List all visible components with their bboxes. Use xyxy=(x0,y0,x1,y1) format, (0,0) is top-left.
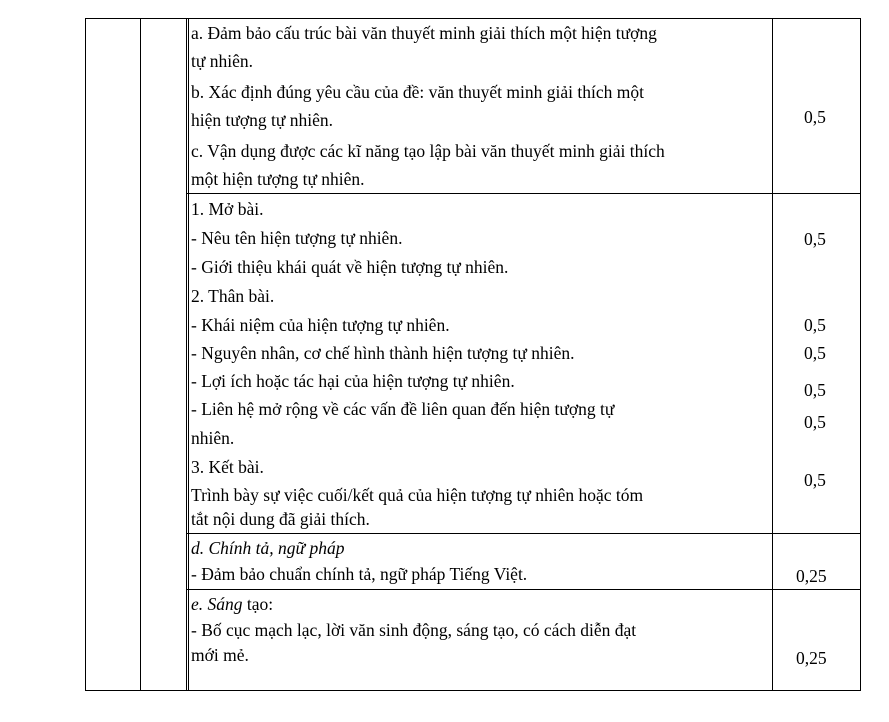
row3-score: 0,25 xyxy=(796,566,827,586)
table-border-bottom xyxy=(85,690,860,691)
row2-line-10: 3. Kết bài. xyxy=(191,457,264,477)
table-col-line-2 xyxy=(140,18,141,691)
row2-line-6: - Nguyên nhân, cơ chế hình thành hiện tượng tự nhiên. xyxy=(191,343,575,363)
row2-line-9: nhiên. xyxy=(191,428,235,448)
row2-line-4: 2. Thân bài. xyxy=(191,286,275,306)
row4-line-2: mới mẻ. xyxy=(191,645,249,665)
row2-score-4: 0,5 xyxy=(804,380,826,400)
row1-line-4: hiện tượng tự nhiên. xyxy=(191,110,333,130)
table-col-line-3 xyxy=(186,18,187,691)
row1-line-2: tự nhiên. xyxy=(191,51,253,71)
table-col-line-1 xyxy=(85,18,86,691)
row4-heading xyxy=(191,593,273,615)
row4-heading-rest: tạo: xyxy=(242,594,274,614)
row2-line-11: Trình bày sự việc cuối/kết quả của hiện tượng tự nhiên hoặc tóm xyxy=(191,485,644,505)
row2-line-7: - Lợi ích hoặc tác hại của hiện tượng tự nhiên. xyxy=(191,371,515,391)
row1-line-6: một hiện tượng tự nhiên. xyxy=(191,169,365,189)
row2-line-12: tắt nội dung đã giải thích. xyxy=(191,509,370,529)
row4-heading-italic: e. Sáng xyxy=(191,594,243,614)
row-separator-1 xyxy=(186,193,860,194)
row4-score: 0,25 xyxy=(796,648,827,668)
row2-line-5: - Khái niệm của hiện tượng tự nhiên. xyxy=(191,315,450,335)
row2-score-6: 0,5 xyxy=(804,470,826,490)
table-col-line-3b xyxy=(188,18,189,691)
row2-score-2: 0,5 xyxy=(804,315,826,335)
row1-line-1: a. Đảm bảo cấu trúc bài văn thuyết minh giải thích một hiện tượng xyxy=(191,23,657,43)
row1-line-3: b. Xác định đúng yêu cầu của đề: văn thuyết minh giải thích một xyxy=(191,82,644,102)
table-col-line-5 xyxy=(860,18,861,691)
row1-score: 0,5 xyxy=(804,107,826,127)
table-col-line-4 xyxy=(772,18,773,691)
row4-line-1: - Bố cục mạch lạc, lời văn sinh động, sáng tạo, có cách diễn đạt xyxy=(191,620,637,640)
row2-score-3: 0,5 xyxy=(804,343,826,363)
row3-heading: d. Chính tả, ngữ pháp xyxy=(191,538,345,558)
row2-line-2: - Nêu tên hiện tượng tự nhiên. xyxy=(191,228,403,248)
row2-score-1: 0,5 xyxy=(804,229,826,249)
row1-line-5: c. Vận dụng được các kĩ năng tạo lập bài văn thuyết minh giải thích xyxy=(191,141,665,161)
table-border-top xyxy=(85,18,860,19)
row2-score-5: 0,5 xyxy=(804,412,826,432)
row2-line-3: - Giới thiệu khái quát về hiện tượng tự nhiên. xyxy=(191,257,509,277)
row-separator-2 xyxy=(186,533,860,534)
row2-line-1: 1. Mở bài. xyxy=(191,199,264,219)
row-separator-3 xyxy=(186,589,860,590)
row3-line: - Đảm bảo chuẩn chính tả, ngữ pháp Tiếng Việt. xyxy=(191,564,528,584)
row2-line-8: - Liên hệ mở rộng về các vấn đề liên quan đến hiện tượng tự xyxy=(191,399,615,419)
